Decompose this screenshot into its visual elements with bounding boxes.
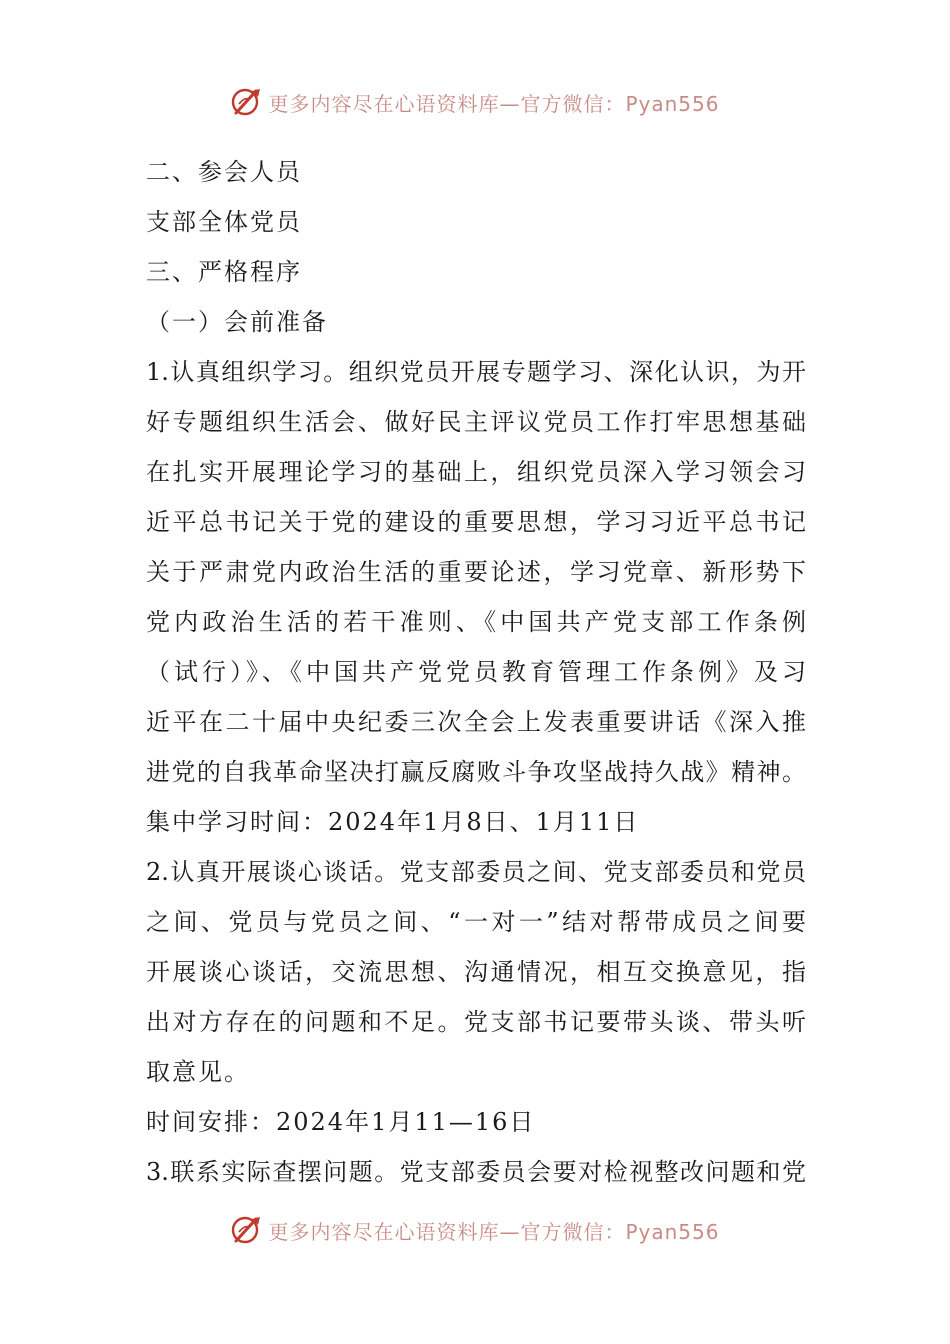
paragraph-line: 开展谈心谈话，交流思想、沟通情况，相互交换意见，指 [146,958,806,986]
paragraph-line: 时间安排：2024年1月11—16日 [146,1108,536,1136]
pen-logo-icon [230,85,264,119]
paragraph-line: 出对方存在的问题和不足。党支部书记要带头谈、带头听 [146,1008,806,1036]
document-body [146,147,806,1197]
header-watermark [0,82,950,122]
paragraph-line: 好专题组织生活会、做好民主评议党员工作打牢思想基础 [146,408,806,436]
footer-watermark [0,1210,950,1250]
paragraph-line: 1.认真组织学习。组织党员开展专题学习、深化认识，为开 [146,358,806,386]
paragraph-line: 之间、党员与党员之间、“一对一”结对帮带成员之间要 [146,908,806,936]
paragraph-line: 进党的自我革命坚决打赢反腐败斗争攻坚战持久战》精神。 [146,758,806,786]
paragraph-line: 支部全体党员 [146,208,302,236]
section-heading: 二、参会人员 [146,158,302,186]
paragraph-line: 取意见。 [146,1058,250,1086]
paragraph-line: 2.认真开展谈心谈话。党支部委员之间、党支部委员和党员 [146,858,806,886]
paragraph-line: 关于严肃党内政治生活的重要论述，学习党章、新形势下 [146,558,806,586]
paragraph-line: （试行）》、《中国共产党党员教育管理工作条例》及习 [146,658,806,686]
pen-logo-icon [230,1213,264,1247]
paragraph-line: 近平总书记关于党的建设的重要思想，学习习近平总书记 [146,508,806,536]
watermark-text: 更多内容尽在心语资料库—官方微信：Pyan556 [268,91,720,116]
paragraph-line: 集中学习时间：2024年1月8日、1月11日 [146,808,640,836]
paragraph-line: 党内政治生活的若干准则、《中国共产党支部工作条例 [146,608,806,636]
subsection-heading: （一）会前准备 [146,308,328,336]
paragraph-line: 近平在二十届中央纪委三次全会上发表重要讲话《深入推 [146,708,806,736]
watermark-text: 更多内容尽在心语资料库—官方微信：Pyan556 [268,1219,720,1244]
paragraph-line: 3.联系实际查摆问题。党支部委员会要对检视整改问题和党 [146,1158,806,1186]
section-heading: 三、严格程序 [146,258,302,286]
paragraph-line: 在扎实开展理论学习的基础上，组织党员深入学习领会习 [146,458,806,486]
